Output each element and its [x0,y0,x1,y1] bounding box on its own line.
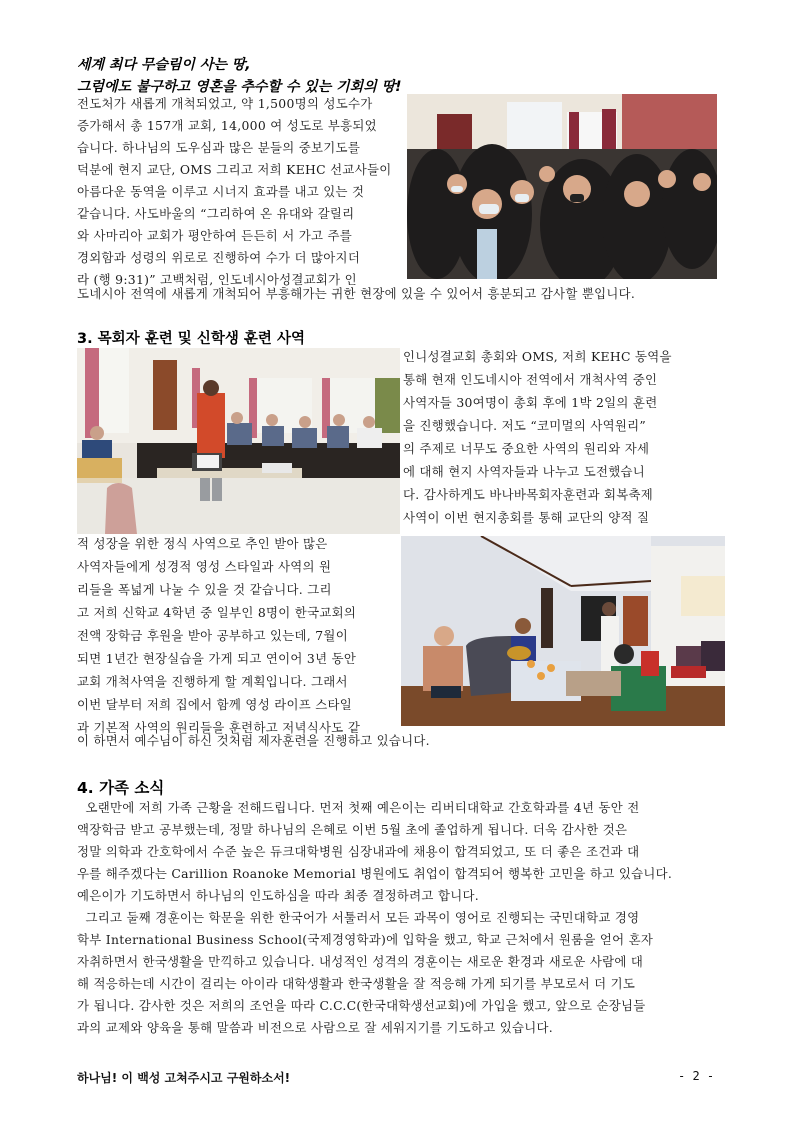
section4-text-line: 자취하면서 한국생활을 만끽하고 있습니다. 내성적인 성격의 경훈이는 새로운 환경과 새로운 사람에 대 [77,954,644,969]
section4-text-line: 그리고 둘째 경훈이는 학문을 위한 한국어가 서툴러서 모든 과목이 영어로 진행되는 국민대학교 경영 [77,910,640,925]
section3-text-line: 인니성결교회 총회와 OMS, 저희 KEHC 동역을 [403,349,672,364]
intro-text-line: 라 (행 9:31)” 고백처럼, 인도네시아성결교회가 인 [77,272,357,287]
section4-text-line: 학부 International Business School(국제경영학과)에 입학을 했고, 학교 근처에서 원룸을 얻어 혼자 [77,932,654,947]
section3-text-line: 통해 현재 인도네시아 전역에서 개척사역 중인 [403,372,658,387]
section4-heading: 4. 가족 소식 [77,779,165,797]
section3-text-line: 고 저희 신학교 4학년 중 일부인 8명이 한국교회의 [77,605,357,620]
home-discipleship-gathering-photo [401,536,725,726]
worship-gathering-photo [407,94,717,279]
page-number: - 2 - [678,1069,715,1083]
intro-text-line: 도네시아 전역에 새롭게 개척되어 부흥해가는 귀한 현장에 있을 수 있어서 흥분되고 감사할 뿐입니다. [77,286,636,301]
section3-text-line: 교회 개척사역을 진행하게 할 계획입니다. 그래서 [77,674,348,689]
section4-text-line: 예은이가 기도하면서 하나님의 인도하심을 따라 최종 결정하려고 합니다. [77,888,479,903]
intro-text-line: 아름다운 동역을 이루고 시너지 효과를 내고 있는 것 [77,184,365,199]
section4-text-line: 우를 해주겠다는 Carillion Roanoke Memorial 병원에도 취업이 합격되어 행복한 고민을 하고 있습니다. [77,866,673,881]
intro-text-line: 덕분에 현지 교단, OMS 그리고 저희 KEHC 선교사들이 [77,162,392,177]
section4-text-line: 과의 교제와 양육을 통해 말씀과 비전으로 사람으로 잘 세워지기를 기도하고 있습니다. [77,1020,554,1035]
intro-text-line: 경외함과 성령의 위로로 진행하여 수가 더 많아지더 [77,250,361,265]
section4-text-line: 가 됩니다. 감사한 것은 저희의 조언을 따라 C.C.C(한국대학생선교회)에 가입을 했고, 앞으로 순장님들 [77,998,646,1013]
pastor-training-classroom-photo [77,348,400,534]
footer-prayer: 하나님! 이 백성 고쳐주시고 구원하소서! [77,1071,291,1085]
section3-text-line: 의 주제로 너무도 중요한 사역의 원리와 자세 [403,441,650,456]
intro-text-line: 전도처가 새롭게 개척되었고, 약 1,500명의 성도수가 [77,96,373,111]
intro-title-line1: 세계 최다 무슬림이 사는 땅, [77,57,251,73]
section3-text-line: 이 하면서 예수님이 하신 것처럼 제자훈련을 진행하고 있습니다. [77,733,430,748]
intro-text-line: 습니다. 하나님의 도우심과 많은 분들의 중보기도를 [77,140,361,155]
section3-text-line: 사역자들에게 성경적 영성 스타일과 사역의 원 [77,559,332,574]
section3-text-line: 사역이 이번 현지총회를 통해 교단의 양적 질 [403,510,650,525]
section3-text-line: 을 진행했습니다. 저도 “코미멀의 사역원리” [403,418,647,433]
section4-text-line: 정말 의학과 간호학에서 수준 높은 듀크대학병원 심장내과에 채용이 합격되었고, 또 더 좋은 조건과 대 [77,844,640,859]
section3-text-line: 적 성장을 위한 정식 사역으로 추인 받아 많은 [77,536,328,551]
section3-text-line: 리들을 폭넓게 나눌 수 있을 것 같습니다. 그리 [77,582,332,597]
section3-text-line: 되면 1년간 현장실습을 가게 되고 연이어 3년 동안 [77,651,357,666]
section3-text-line: 사역자들 30여명이 총회 후에 1박 2일의 훈련 [403,395,658,410]
section3-text-line: 다. 감사하게도 바나바목회자훈련과 회복축제 [403,487,654,502]
section3-text-line: 에 대해 현지 사역자들과 나누고 도전했습니 [403,464,646,479]
section3-heading: 3. 목회자 훈련 및 신학생 훈련 사역 [77,331,305,347]
intro-text-line: 증가해서 총 157개 교회, 14,000 여 성도로 부흥되었 [77,118,377,133]
section4-text-line: 해 적응하는데 시간이 걸리는 아이라 대학생활과 한국생활을 잘 적응해 가게 되기를 부모로서 더 기도 [77,976,636,991]
section3-text-line: 과 기본적 사역의 원리들을 훈련하고 저녁식사도 같 [77,720,361,735]
intro-title-line2: 그럼에도 불구하고 영혼을 추수할 수 있는 기회의 땅! [77,79,402,95]
section4-text-line: 오랜만에 저희 가족 근황을 전해드립니다. 먼저 첫째 예은이는 리버티대학교 간호학과를 4년 동안 전 [77,800,640,815]
section4-text-line: 액장학금 받고 공부했는데, 정말 하나님의 은혜로 이번 5월 초에 졸업하게 됩니다. 더욱 감사한 것은 [77,822,628,837]
intro-text-line: 같습니다. 사도바울의 “그리하여 온 유대와 갈릴리 [77,206,355,221]
section3-text-line: 이번 달부터 저희 집에서 함께 영성 라이프 스타일 [77,697,353,712]
intro-text-line: 와 사마리아 교회가 평안하여 든든히 서 가고 주를 [77,228,353,243]
section3-text-line: 전액 장학금 후원을 받아 공부하고 있는데, 7월이 [77,628,348,643]
